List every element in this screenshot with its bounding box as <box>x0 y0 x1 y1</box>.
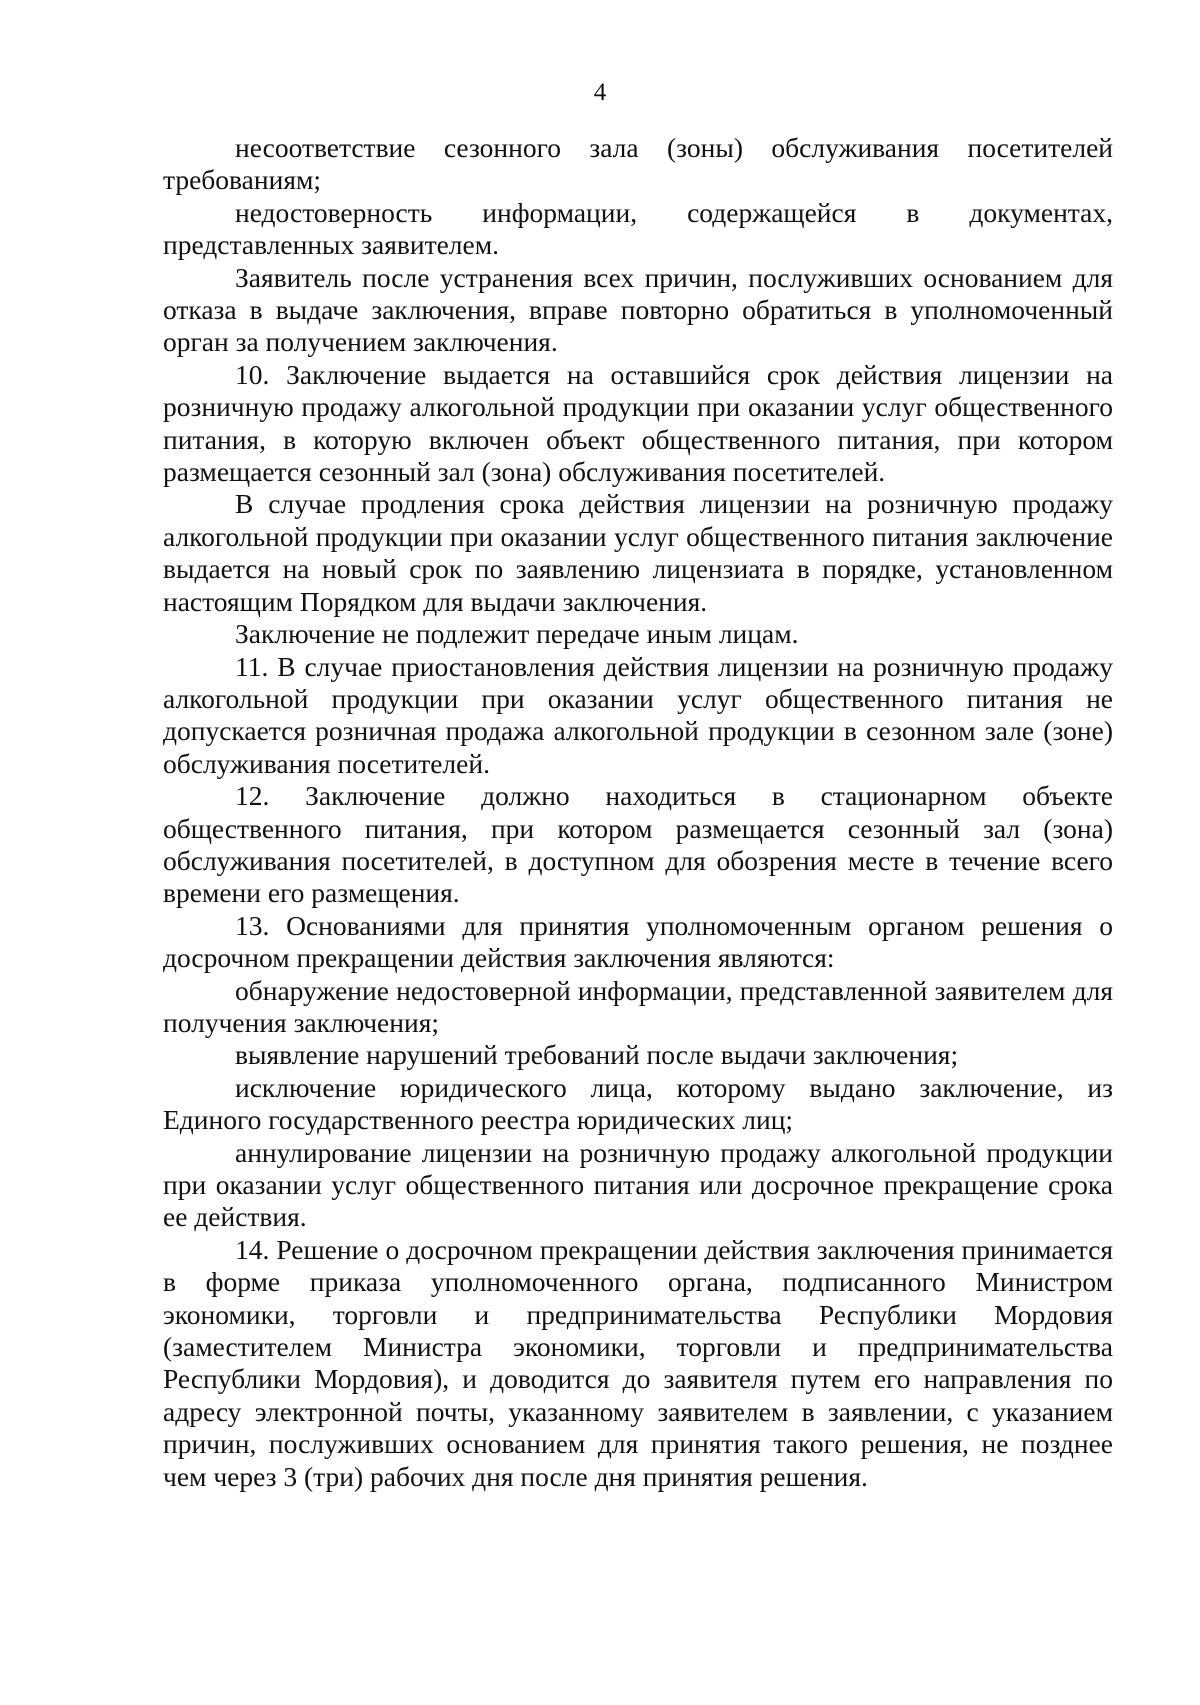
paragraph-8: 12. Заключение должно находиться в стационарном объекте общественного питания, при котором размещается сезонный зал (зона) обслуживания посетителей, в доступном для обозрения месте в течение всего времени его размещения. <box>163 780 1113 909</box>
paragraph-11: выявление нарушений требований после выдачи заключения; <box>235 1039 959 1071</box>
paragraph-6: Заключение не подлежит передаче иным лицам. <box>235 618 799 650</box>
paragraph-1: несоответствие сезонного зала (зоны) обслуживания посетителей требованиям; <box>163 132 1113 196</box>
paragraph-7: 11. В случае приостановления действия лицензии на розничную продажу алкогольной продукции при оказании услуг общественного питания не допускается розничная продажа алкогольной продукции в сезонном зале (зоне) обслуживания посетителей. <box>163 650 1113 779</box>
paragraph-13: аннулирование лицензии на розничную продажу алкогольной продукции при оказании услуг общественного питания или досрочное прекращение срока ее действия. <box>163 1136 1113 1233</box>
paragraph-9: 13. Основаниями для принятия уполномоченным органом решения о досрочном прекращении действия заключения являются: <box>163 909 1113 974</box>
paragraph-12: исключение юридического лица, которому выдано заключение, из Единого государственного реестра юридических лиц; <box>163 1071 1113 1136</box>
paragraph-4: 10. Заключение выдается на оставшийся срок действия лицензии на розничную продажу алкогольной продукции при оказании услуг общественного питания, в которую включен объект общественного питания, при котором размещается сезонный зал (зона) обслуживания посетителей. <box>163 358 1113 488</box>
paragraph-3: Заявитель после устранения всех причин, послуживших основанием для отказа в выдаче заключения, вправе повторно обратиться в уполномоченный орган за получением заключения. <box>163 261 1113 358</box>
paragraph-14: 14. Решение о досрочном прекращении действия заключения принимается в форме приказа уполномоченного органа, подписанного Министром экономики, торговли и предпринимательства Республики Мордовия (заместителем Министра экономики, торговли и предпринимательства Республики Мордовия), и доводится до заявителя путем его направления по адресу электронной почты, указанному заявителем в заявлении, с указанием причин, послуживших основанием для принятия такого решения, не позднее чем через 3 (три) рабочих дня после дня принятия решения. <box>163 1233 1113 1492</box>
paragraph-2: недостоверность информации, содержащейся в документах, представленных заявителем. <box>163 196 1113 261</box>
page-number: 4 <box>593 79 607 106</box>
paragraph-10: обнаружение недостоверной информации, представленной заявителем для получения заключения; <box>163 974 1113 1038</box>
paragraph-5: В случае продления срока действия лицензии на розничную продажу алкогольной продукции при оказании услуг общественного питания заключение выдается на новый срок по заявлению лицензиата в порядке, установленном настоящим Порядком для выдачи заключения. <box>163 488 1113 617</box>
document-body <box>163 132 1113 1493</box>
